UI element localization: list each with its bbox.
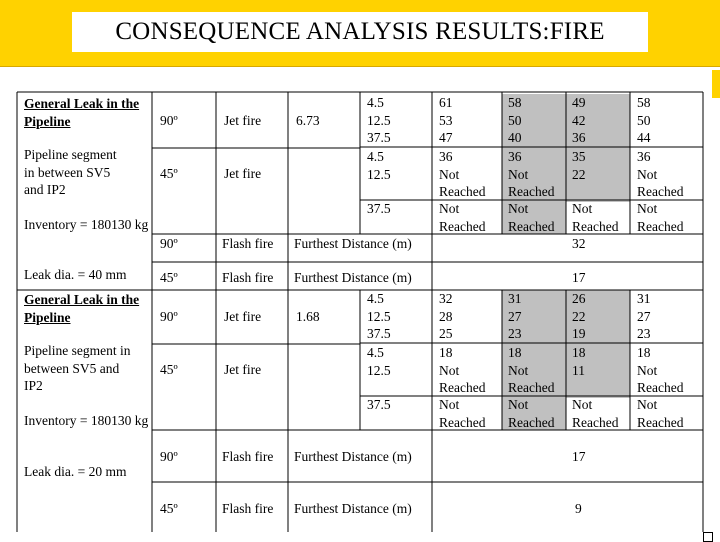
speed-cell: 37.5	[367, 397, 391, 412]
speed-cell: 4.5 12.5 37.5	[367, 95, 391, 145]
angle-label: 90º	[160, 449, 178, 464]
result-cell: 18 Not Reached	[508, 345, 555, 395]
slide-title: CONSEQUENCE ANALYSIS RESULTS:FIRE	[72, 12, 648, 52]
distance-label: Furthest Distance (m)	[294, 501, 412, 516]
angle-label: 90º	[160, 309, 178, 324]
angle-label: 90º	[160, 113, 178, 128]
result-cell: 49 42 36	[572, 95, 586, 145]
result-cell: Not Reached	[637, 201, 684, 234]
angle-label: 45º	[160, 362, 178, 377]
result-cell: 36 Not Reached	[439, 149, 486, 199]
fire-type-label: Jet fire	[224, 113, 262, 128]
angle-label: 45º	[160, 501, 178, 516]
speed-cell: 4.5 12.5 37.5	[367, 291, 391, 341]
distance-value: 9	[575, 501, 582, 516]
speed-cell: 4.5 12.5	[367, 345, 391, 378]
result-cell: Not Reached	[572, 397, 619, 430]
section1-heading: General Leak in the Pipeline	[24, 96, 140, 129]
slide-corner-marker	[703, 532, 713, 542]
distance-value: 17	[572, 449, 586, 464]
result-cell: Not Reached	[508, 201, 555, 234]
result-cell: 58 50 44	[637, 95, 651, 145]
fire-type-label: Flash fire	[222, 501, 274, 516]
result-cell: 61 53 47	[439, 95, 453, 145]
distance-value: 32	[572, 236, 586, 251]
result-cell: Not Reached	[508, 397, 555, 430]
result-cell: 31 27 23	[508, 291, 522, 341]
distance-label: Furthest Distance (m)	[294, 270, 412, 285]
fire-type-label: Jet fire	[224, 309, 262, 324]
result-cell: Not Reached	[439, 397, 486, 430]
jet-value: 6.73	[296, 113, 320, 128]
result-cell: 31 27 23	[637, 291, 651, 341]
distance-value: 17	[572, 270, 586, 285]
section2-inventory: Inventory = 180130 kg	[24, 413, 149, 428]
result-cell: 26 22 19	[572, 291, 586, 341]
angle-label: 45º	[160, 166, 178, 181]
result-cell: 35 22	[572, 149, 586, 182]
section2-heading: General Leak in the Pipeline	[24, 292, 140, 325]
speed-cell: 37.5	[367, 201, 391, 216]
fire-type-label: Flash fire	[222, 449, 274, 464]
angle-label: 90º	[160, 236, 178, 251]
distance-label: Furthest Distance (m)	[294, 449, 412, 464]
result-cell: 36 Not Reached	[637, 149, 684, 199]
section1-leak-dia: Leak dia. = 40 mm	[24, 267, 127, 282]
result-cell: 18 11	[572, 345, 586, 378]
result-cell: 18 Not Reached	[439, 345, 486, 395]
jet-value: 1.68	[296, 309, 320, 324]
result-cell: 58 50 40	[508, 95, 522, 145]
fire-type-label: Jet fire	[224, 362, 262, 377]
section2-leak-dia: Leak dia. = 20 mm	[24, 464, 127, 479]
distance-label: Furthest Distance (m)	[294, 236, 412, 251]
fire-type-label: Flash fire	[222, 236, 274, 251]
fire-type-label: Jet fire	[224, 166, 262, 181]
fire-type-label: Flash fire	[222, 270, 274, 285]
section1-segment: Pipeline segment in between SV5 and IP2	[24, 147, 117, 197]
section1-inventory: Inventory = 180130 kg	[24, 217, 149, 232]
speed-cell: 4.5 12.5	[367, 149, 391, 182]
result-cell: Not Reached	[637, 397, 684, 430]
result-cell: Not Reached	[439, 201, 486, 234]
result-cell: 32 28 25	[439, 291, 453, 341]
angle-label: 45º	[160, 270, 178, 285]
result-cell: Not Reached	[572, 201, 619, 234]
section2-segment: Pipeline segment in between SV5 and IP2	[24, 343, 131, 393]
result-cell: 18 Not Reached	[637, 345, 684, 395]
result-cell: 36 Not Reached	[508, 149, 555, 199]
